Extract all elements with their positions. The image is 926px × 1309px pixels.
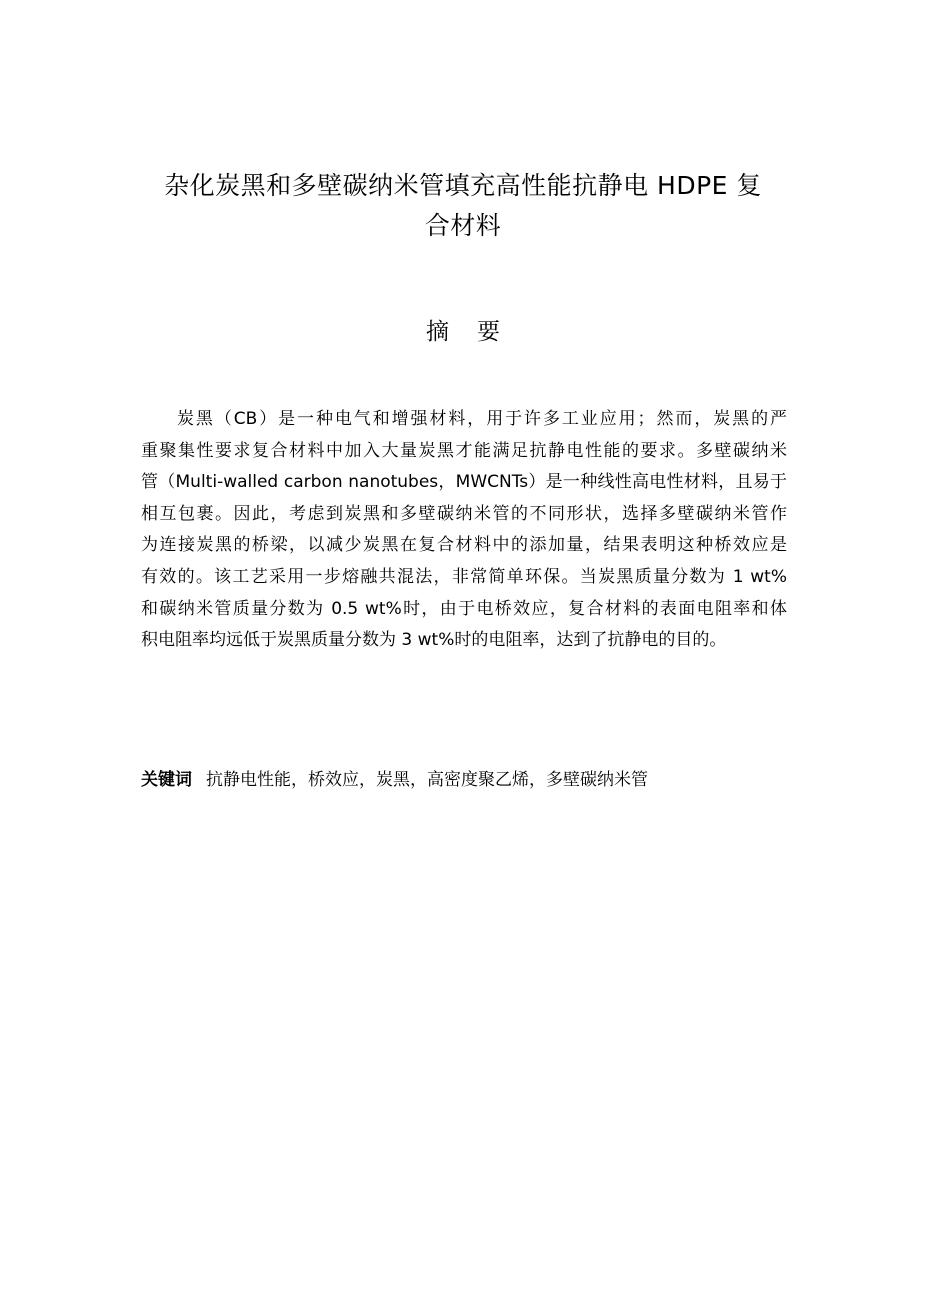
abstract-line: 为连接炭黑的桥梁，以减少炭黑在复合材料中的添加量，结果表明这种桥效应是 <box>141 535 787 556</box>
abstract-line: 积电阻率均远低于炭黑质量分数为 3 wt%时的电阻率，达到了抗静电的目的。 <box>141 630 727 651</box>
abstract-line: 管（Multi-walled carbon nanotubes，MWCNTs）是一种线性高电性材料，且易于 <box>141 472 787 493</box>
abstract-line: 和碳纳米管质量分数为 0.5 wt%时，由于电桥效应，复合材料的表面电阻率和体 <box>141 598 787 619</box>
keywords <box>141 765 787 795</box>
keywords-label: 关键词 <box>141 770 192 790</box>
abstract-line: 相互包裹。因此，考虑到炭黑和多壁碳纳米管的不同形状，选择多壁碳纳米管作 <box>141 503 787 524</box>
paper-title-line: 合材料 <box>424 211 502 240</box>
abstract-line: 重聚集性要求复合材料中加入大量炭黑才能满足抗静电性能的要求。多壁碳纳米 <box>141 440 787 461</box>
paper-title <box>130 166 796 246</box>
abstract-heading: 摘要 <box>426 319 528 345</box>
abstract-body <box>141 404 787 657</box>
abstract-line: 有效的。该工艺采用一步熔融共混法，非常简单环保。当炭黑质量分数为 1 wt% <box>141 566 787 587</box>
keywords-text: 抗静电性能，桥效应，炭黑，高密度聚乙烯，多壁碳纳米管 <box>206 770 648 790</box>
paper-title-line: 杂化炭黑和多壁碳纳米管填充高性能抗静电 HDPE 复 <box>164 171 762 200</box>
abstract-line: 炭黑（CB）是一种电气和增强材料，用于许多工业应用；然而，炭黑的严 <box>177 409 787 429</box>
